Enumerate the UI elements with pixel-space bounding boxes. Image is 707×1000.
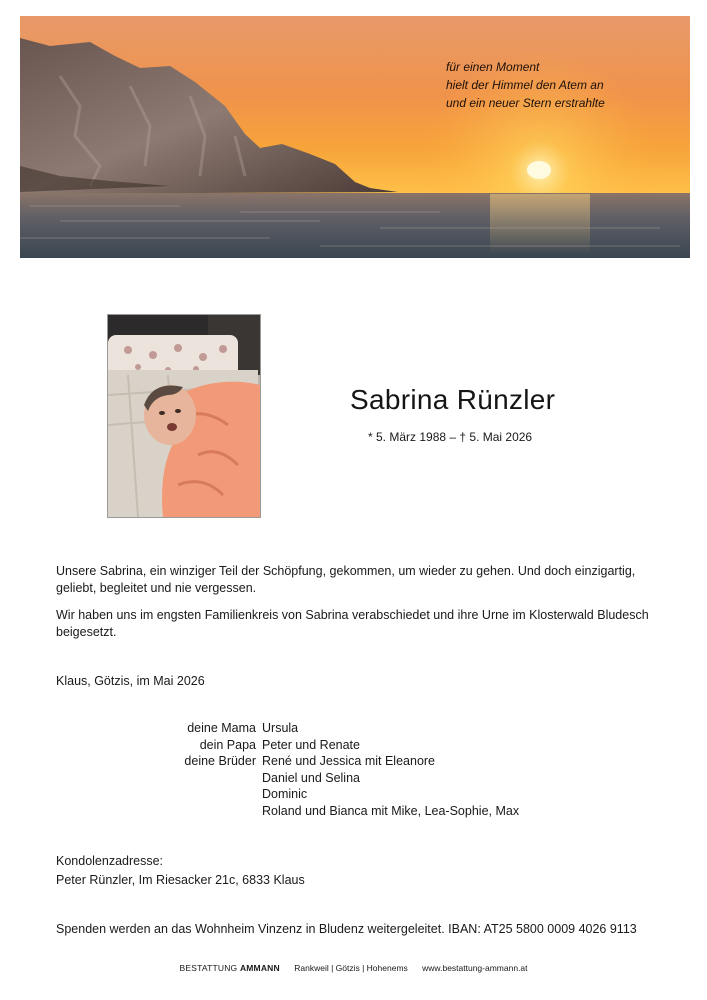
obituary-paragraph: Unsere Sabrina, ein winziger Teil der Schöpfung, gekommen, um wieder zu gehen. Und doch einzigartig, geliebt, begleitet und nie vergessen. <box>56 564 636 595</box>
family-member-name: Roland und Bianca mit Mike, Lea-Sophie, Max <box>262 803 520 818</box>
footer-website: www.bestattung-ammann.at <box>422 963 528 973</box>
brand-prefix: BESTATTUNG <box>179 963 240 973</box>
footer <box>0 963 707 973</box>
quote-line: für einen Moment <box>446 60 540 74</box>
relation-label: deine Mama <box>187 721 256 735</box>
donation-note: Spenden werden an das Wohnheim Vinzenz in Bludenz weitergeleitet. IBAN: AT25 5800 0009 4026 9113 <box>56 922 637 936</box>
family-member-name: Dominic <box>262 787 308 802</box>
condolence-address: Peter Rünzler, Im Riesacker 21c, 6833 Klaus <box>56 873 305 887</box>
place-date: Klaus, Götzis, im Mai 2026 <box>56 674 205 688</box>
sun-icon <box>527 161 551 179</box>
condolence-label: Kondolenzadresse: <box>56 854 164 868</box>
life-dates: * 5. März 1988 – † 5. Mai 2026 <box>368 430 533 444</box>
family-names <box>262 720 662 820</box>
family-member-name: Daniel und Selina <box>262 770 360 785</box>
footer-locations: Rankweil | Götzis | Hohenems <box>294 963 408 973</box>
family-member-name: Ursula <box>262 721 299 735</box>
family-member-name: Peter und Renate <box>262 737 360 752</box>
deceased-name: Sabrina Rünzler <box>350 384 556 415</box>
brand-name: AMMANN <box>239 963 280 973</box>
quote-line: hielt der Himmel den Atem an <box>446 78 604 92</box>
relation-label: dein Papa <box>199 737 256 752</box>
obituary-paragraph: Wir haben uns im engsten Familienkreis von Sabrina verabschiedet und ihre Urne im Klosterwald Bludesch beigesetzt. <box>56 608 649 639</box>
portrait-photo <box>107 314 261 518</box>
funeral-home-brand <box>179 963 279 973</box>
condolence-block <box>56 853 666 891</box>
family-member-name: René und Jessica mit Eleanore <box>262 754 436 769</box>
family-relations <box>150 720 256 770</box>
sunset-banner-image <box>20 16 690 258</box>
quote-line: und ein neuer Stern erstrahlte <box>446 96 605 110</box>
banner-quote <box>446 58 666 112</box>
relation-label: deine Brüder <box>184 754 256 769</box>
